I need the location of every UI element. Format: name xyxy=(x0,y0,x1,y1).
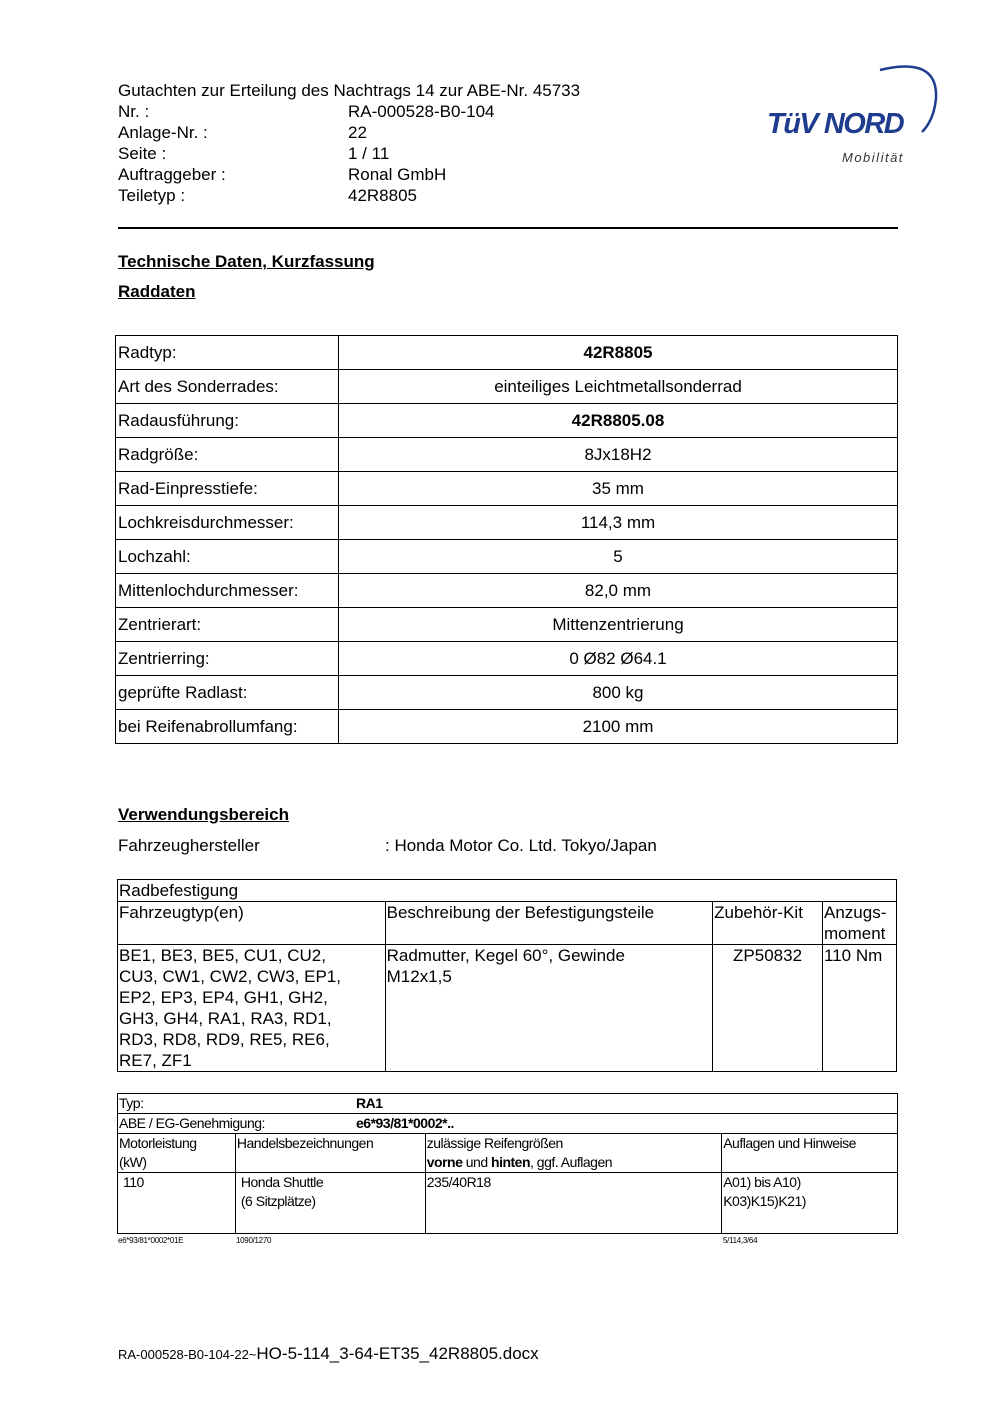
fahrzeughersteller-label: Fahrzeughersteller xyxy=(118,836,260,855)
header-anzugsmoment xyxy=(823,902,897,945)
radbefestigung-table xyxy=(117,879,897,1072)
reifengroesse-cell: 235/40R18 xyxy=(425,1173,721,1234)
typ-row xyxy=(118,1094,898,1114)
hinten-label: hinten xyxy=(491,1154,531,1170)
raddaten-value: 0 Ø82 Ø64.1 xyxy=(339,642,898,676)
raddaten-label: Lochkreisdurchmesser: xyxy=(116,506,339,540)
header-fahrzeugtypen: Fahrzeugtyp(en) xyxy=(118,902,386,945)
vorne-label: vorne xyxy=(426,1154,463,1170)
raddaten-row xyxy=(116,642,898,676)
beschreibung-cell xyxy=(385,945,712,1072)
document-footer xyxy=(118,1344,539,1364)
raddaten-label: geprüfte Radlast: xyxy=(116,676,339,710)
fahrzeugtypen-line: RE7, ZF1 xyxy=(119,1051,192,1070)
header-label: Auftraggeber : xyxy=(118,165,226,184)
fahrzeugtypen-cell xyxy=(118,945,386,1072)
beschreibung-line: Radmutter, Kegel 60°, Gewinde xyxy=(386,946,625,965)
raddaten-label: Radtyp: xyxy=(116,336,339,370)
raddaten-value: 5 xyxy=(339,540,898,574)
und-label: und xyxy=(462,1154,492,1170)
footer-prefix: RA-000528-B0-104-22~ xyxy=(118,1347,257,1362)
raddaten-label: Zentrierart: xyxy=(116,608,339,642)
raddaten-row xyxy=(116,472,898,506)
abe-row xyxy=(118,1114,898,1134)
motorleistung-cell: 110 xyxy=(118,1173,236,1234)
raddaten-label: Radgröße: xyxy=(116,438,339,472)
document-header xyxy=(118,80,580,206)
raddaten-value: 35 mm xyxy=(339,472,898,506)
raddaten-label: Rad-Einpresstiefe: xyxy=(116,472,339,506)
auflagen-line2: K03)K15)K21) xyxy=(723,1193,806,1209)
raddaten-row xyxy=(116,438,898,472)
raddaten-label: Art des Sonderrades: xyxy=(116,370,339,404)
col-auflagen: Auflagen und Hinweise xyxy=(722,1134,898,1173)
footer-filename: HO-5-114_3-64-ET35_42R8805.docx xyxy=(256,1344,539,1363)
raddaten-label: Radausführung: xyxy=(116,404,339,438)
header-row-anlage xyxy=(118,122,580,143)
fahrzeugtypen-line: BE1, BE3, BE5, CU1, CU2, xyxy=(119,946,326,965)
raddaten-row xyxy=(116,574,898,608)
col-reifengroessen-line2 xyxy=(427,1153,720,1172)
fahrzeugtypen-line: RD3, RD8, RD9, RE5, RE6, xyxy=(119,1030,330,1049)
typ-table xyxy=(117,1093,898,1234)
col-reifengroessen-line1: zulässige Reifengrößen xyxy=(426,1135,563,1151)
fahrzeughersteller-value: : Honda Motor Co. Ltd. Tokyo/Japan xyxy=(385,836,657,855)
raddaten-label: Zentrierring: xyxy=(116,642,339,676)
header-anzugsmoment-line1: Anzugs- xyxy=(824,903,887,922)
auflagen-line1: A01) bis A10) xyxy=(723,1174,801,1190)
header-row-nr xyxy=(118,101,580,122)
raddaten-row xyxy=(116,608,898,642)
col-handelsbezeichnungen: Handelsbezeichnungen xyxy=(235,1134,425,1173)
header-label: Seite : xyxy=(118,144,167,163)
raddaten-value: 114,3 mm xyxy=(339,506,898,540)
small-note-weights: 1090/1270 xyxy=(236,1236,272,1245)
abe-value: e6*93/81*0002*.. xyxy=(356,1115,454,1131)
handelsbezeichnung-line2: (6 Sitzplätze) xyxy=(240,1193,316,1209)
header-anzugsmoment-line2: moment xyxy=(824,924,886,943)
raddaten-value: 8Jx18H2 xyxy=(339,438,898,472)
raddaten-value: 2100 mm xyxy=(339,710,898,744)
section-title-technische-daten: Technische Daten, Kurzfassung xyxy=(118,252,375,271)
small-note-boltpattern: 5/114,3/64 xyxy=(723,1236,758,1245)
raddaten-value: 82,0 mm xyxy=(339,574,898,608)
col-motorleistung-line2: (kW) xyxy=(119,1154,147,1170)
raddaten-row xyxy=(116,370,898,404)
header-value: Ronal GmbH xyxy=(348,165,447,184)
header-divider xyxy=(118,227,898,229)
col-reifengroessen xyxy=(425,1134,721,1173)
auflagen-cell xyxy=(722,1173,898,1234)
header-beschreibung: Beschreibung der Befestigungsteile xyxy=(385,902,712,945)
logo-subtitle: Mobilität xyxy=(842,150,904,165)
header-row-seite xyxy=(118,143,580,164)
raddaten-label: Mittenlochdurchmesser: xyxy=(116,574,339,608)
raddaten-row xyxy=(116,540,898,574)
raddaten-row xyxy=(116,506,898,540)
raddaten-value: 42R8805.08 xyxy=(339,404,898,438)
anzugsmoment-cell: 110 Nm xyxy=(823,945,897,1072)
col-motorleistung-line1: Motorleistung xyxy=(119,1135,197,1151)
header-value: RA-000528-B0-104 xyxy=(348,102,495,121)
raddaten-value: Mittenzentrierung xyxy=(339,608,898,642)
fahrzeughersteller-row xyxy=(118,836,657,856)
raddaten-value: einteiliges Leichtmetallsonderrad xyxy=(339,370,898,404)
raddaten-label: Lochzahl: xyxy=(116,540,339,574)
document-title: Gutachten zur Erteilung des Nachtrags 14 zur ABE-Nr. 45733 xyxy=(118,81,581,100)
header-row-teiletyp xyxy=(118,185,580,206)
tuev-nord-logo xyxy=(760,58,945,173)
raddaten-value: 42R8805 xyxy=(339,336,898,370)
raddaten-label: bei Reifenabrollumfang: xyxy=(116,710,339,744)
header-value: 1 / 11 xyxy=(348,144,390,163)
abe-label: ABE / EG-Genehmigung: xyxy=(119,1115,265,1131)
raddaten-table xyxy=(115,335,898,744)
section-title-verwendungsbereich: Verwendungsbereich xyxy=(118,805,289,824)
beschreibung-line: M12x1,5 xyxy=(386,967,452,986)
raddaten-row xyxy=(116,710,898,744)
fahrzeugtypen-line: CU3, CW1, CW2, CW3, EP1, xyxy=(119,967,341,986)
raddaten-value: 800 kg xyxy=(339,676,898,710)
header-label: Anlage-Nr. : xyxy=(118,123,208,142)
raddaten-row xyxy=(116,404,898,438)
col-motorleistung xyxy=(118,1134,236,1173)
header-value: 42R8805 xyxy=(348,186,418,205)
header-label: Nr. : xyxy=(118,102,150,121)
typ-value: RA1 xyxy=(356,1095,383,1111)
raddaten-row xyxy=(116,336,898,370)
logo-wordmark: TüV NORD xyxy=(767,108,904,140)
radbefestigung-title: Radbefestigung xyxy=(118,880,897,902)
handelsbezeichnung-cell xyxy=(235,1173,425,1234)
header-row-auftraggeber xyxy=(118,164,580,185)
header-label: Teiletyp : xyxy=(118,186,186,205)
section-subtitle-raddaten: Raddaten xyxy=(118,282,196,301)
auflagen-suffix: , ggf. Auflagen xyxy=(530,1154,613,1170)
header-value: 22 xyxy=(348,123,367,142)
handelsbezeichnung-line1: Honda Shuttle xyxy=(240,1174,324,1190)
fahrzeugtypen-line: EP2, EP3, EP4, GH1, GH2, xyxy=(119,988,328,1007)
fahrzeugtypen-line: GH3, GH4, RA1, RA3, RD1, xyxy=(119,1009,332,1028)
header-zubehoer-kit: Zubehör-Kit xyxy=(713,902,823,945)
typ-label: Typ: xyxy=(119,1095,144,1111)
raddaten-row xyxy=(116,676,898,710)
small-note-approval: e6*93/81*0002*01E xyxy=(118,1236,184,1245)
zubehoer-kit-cell: ZP50832 xyxy=(713,945,823,1072)
